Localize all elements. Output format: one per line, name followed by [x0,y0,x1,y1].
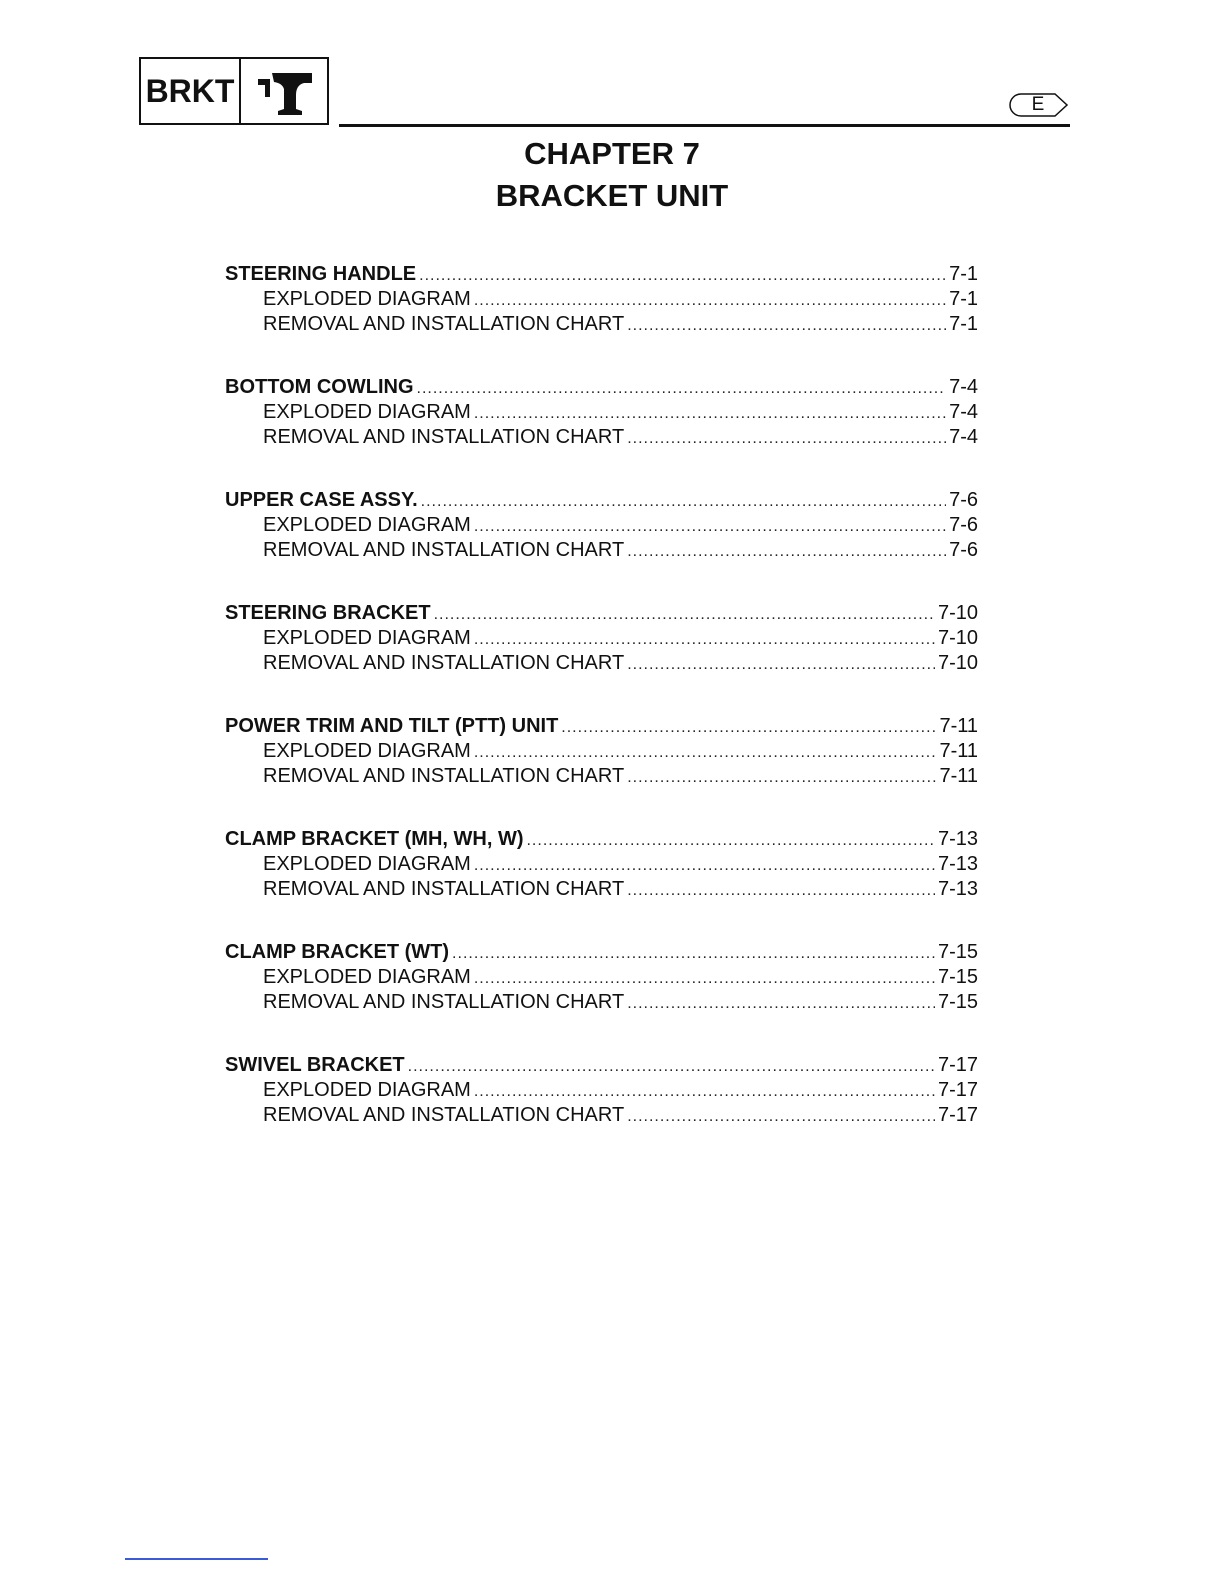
toc-entry-title: BOTTOM COWLING [225,376,414,398]
toc-sub-entry[interactable] [225,287,978,312]
toc-entry-title: EXPLODED DIAGRAM [263,401,471,423]
bracket-unit-icon [241,59,327,123]
toc-page-number: 7-17 [937,1104,978,1126]
toc-entry-title: REMOVAL AND INSTALLATION CHART [263,313,625,335]
toc-page-number: 7-6 [949,489,978,511]
toc-page-number: 7-1 [949,263,978,285]
toc-page-number: 7-15 [937,941,978,963]
toc-entry-title: STEERING HANDLE [225,263,417,285]
toc-page-number: 7-15 [937,991,978,1013]
toc-leader-dots [627,877,935,903]
toc-entry-title: REMOVAL AND INSTALLATION CHART [263,991,625,1013]
toc-entry-title: REMOVAL AND INSTALLATION CHART [263,426,625,448]
toc-leader-dots [627,1103,935,1129]
toc-entry-title: EXPLODED DIAGRAM [263,740,471,762]
toc-page-number: 7-1 [949,313,978,335]
toc-main-entry[interactable] [225,375,978,400]
toc-sub-entry[interactable] [225,651,978,676]
language-badge [1007,92,1069,118]
toc-page-number: 7-17 [937,1054,978,1076]
toc-entry-title: REMOVAL AND INSTALLATION CHART [263,878,625,900]
toc-leader-dots [474,965,935,991]
toc-page-number: 7-10 [937,627,978,649]
toc-page-number: 7-17 [937,1079,978,1101]
toc-leader-dots [474,739,937,765]
toc-leader-dots [421,488,946,514]
toc-main-entry[interactable] [225,827,978,852]
toc-entry-title: EXPLODED DIAGRAM [263,1079,471,1101]
toc-page-number: 7-15 [937,966,978,988]
toc-leader-dots [627,990,935,1016]
toc-page-number: 7-11 [939,740,978,762]
table-of-contents [225,262,978,1166]
toc-main-entry[interactable] [225,601,978,626]
toc-main-entry[interactable] [225,714,978,739]
toc-sub-entry[interactable] [225,425,978,450]
toc-leader-dots [526,827,934,853]
toc-page-number: 7-10 [937,652,978,674]
toc-leader-dots [474,852,935,878]
toc-sub-entry[interactable] [225,1103,978,1128]
toc-entry-title: POWER TRIM AND TILT (PTT) UNIT [225,715,559,737]
toc-leader-dots [417,375,947,401]
toc-sub-entry[interactable] [225,312,978,337]
toc-section [225,375,978,450]
toc-sub-entry[interactable] [225,513,978,538]
toc-leader-dots [408,1053,935,1079]
toc-leader-dots [452,940,935,966]
toc-page-number: 7-1 [949,288,978,310]
language-code: E [1031,94,1045,115]
toc-entry-title: EXPLODED DIAGRAM [263,853,471,875]
toc-entry-title: EXPLODED DIAGRAM [263,966,471,988]
toc-leader-dots [627,538,946,564]
toc-main-entry[interactable] [225,940,978,965]
toc-main-entry[interactable] [225,488,978,513]
toc-entry-title: CLAMP BRACKET (MH, WH, W) [225,828,524,850]
toc-leader-dots [627,312,946,338]
section-header-box [139,57,329,125]
toc-leader-dots [434,601,935,627]
toc-entry-title: EXPLODED DIAGRAM [263,627,471,649]
toc-page-number: 7-6 [949,539,978,561]
toc-page-number: 7-6 [949,514,978,536]
toc-sub-entry[interactable] [225,877,978,902]
toc-leader-dots [474,513,946,539]
toc-section [225,488,978,563]
toc-leader-dots [419,262,946,288]
toc-entry-title: EXPLODED DIAGRAM [263,514,471,536]
toc-leader-dots [474,626,935,652]
toc-sub-entry[interactable] [225,764,978,789]
toc-section [225,714,978,789]
toc-leader-dots [627,651,935,677]
footer-link-underline [125,1558,268,1560]
toc-page-number: 7-10 [937,602,978,624]
toc-leader-dots [474,1078,935,1104]
toc-page-number: 7-4 [949,376,978,398]
toc-sub-entry[interactable] [225,965,978,990]
toc-leader-dots [561,714,936,740]
toc-page-number: 7-4 [949,401,978,423]
toc-main-entry[interactable] [225,1053,978,1078]
toc-leader-dots [474,287,946,313]
chapter-title: BRACKET UNIT [495,178,729,213]
toc-page-number: 7-13 [937,878,978,900]
toc-entry-title: REMOVAL AND INSTALLATION CHART [263,765,625,787]
toc-section [225,940,978,1015]
header-divider [339,124,1070,127]
toc-entry-title: UPPER CASE ASSY. [225,489,418,511]
toc-sub-entry[interactable] [225,739,978,764]
toc-leader-dots [627,425,946,451]
toc-page-number: 7-13 [937,853,978,875]
toc-page-number: 7-11 [939,715,978,737]
toc-entry-title: REMOVAL AND INSTALLATION CHART [263,652,625,674]
toc-section [225,262,978,337]
toc-page-number: 7-13 [937,828,978,850]
toc-sub-entry[interactable] [225,400,978,425]
toc-entry-title: STEERING BRACKET [225,602,431,624]
section-code: BRKT [141,59,241,123]
toc-sub-entry[interactable] [225,990,978,1015]
toc-entry-title: EXPLODED DIAGRAM [263,288,471,310]
toc-section [225,601,978,676]
toc-section [225,827,978,902]
toc-entry-title: SWIVEL BRACKET [225,1054,405,1076]
toc-sub-entry[interactable] [225,1078,978,1103]
toc-leader-dots [627,764,936,790]
toc-section [225,1053,978,1128]
toc-entry-title: CLAMP BRACKET (WT) [225,941,450,963]
toc-page-number: 7-11 [939,765,978,787]
toc-sub-entry[interactable] [225,852,978,877]
toc-main-entry[interactable] [225,262,978,287]
toc-page-number: 7-4 [949,426,978,448]
toc-entry-title: REMOVAL AND INSTALLATION CHART [263,1104,625,1126]
toc-leader-dots [474,400,946,426]
toc-sub-entry[interactable] [225,538,978,563]
chapter-number: CHAPTER 7 [524,136,700,171]
toc-sub-entry[interactable] [225,626,978,651]
toc-entry-title: REMOVAL AND INSTALLATION CHART [263,539,625,561]
